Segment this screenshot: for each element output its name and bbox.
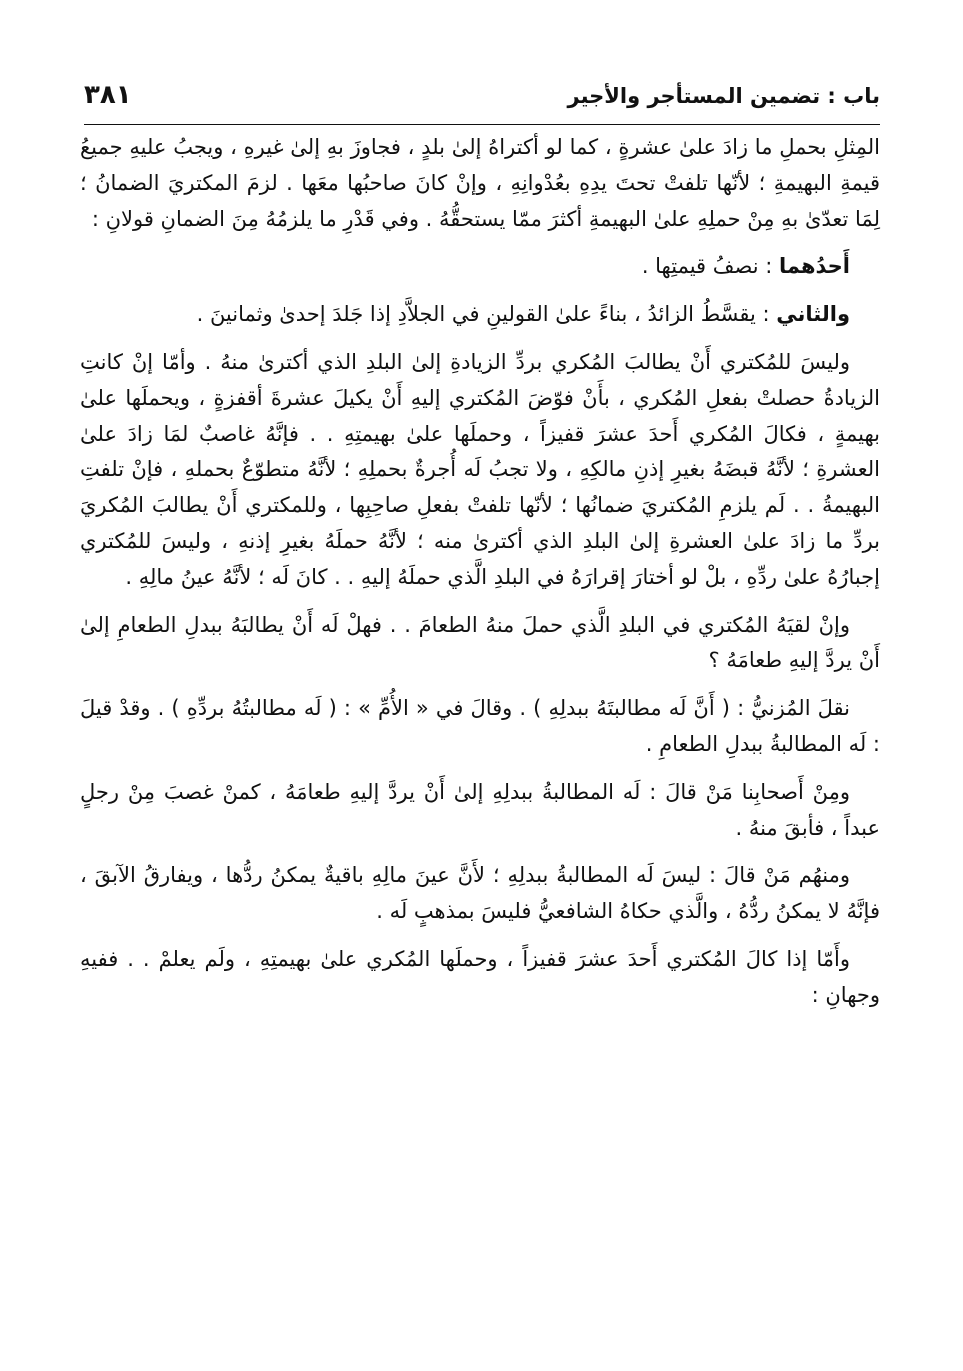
paragraph-text: : نصفُ قيمتِها .: [641, 254, 779, 279]
paragraph: [80, 608, 880, 680]
paragraph-lead: أَحدُهما: [779, 254, 850, 279]
paragraph-text: : يقسَّطُ الزائدُ ، بناءً علىٰ القولينِ في الجلاَّدِ إذا جَلدَ إحدىٰ وثمانينَ .: [196, 302, 777, 327]
running-title: باب : تضمين المستأجر والأجير: [567, 84, 880, 108]
paragraph-text: ومِنْ أَصحابِنا مَنْ قالَ : لَه المطالبةُ ببدلِهِ إلىٰ أَنْ يردَّ إليهِ طعامَهُ ، كمنْ غصبَ مِنْ رجلٍ عبداً ، فأبقَ منهُ .: [80, 779, 880, 840]
paragraph: [80, 249, 880, 285]
paragraph: [80, 858, 880, 930]
paragraph-text: وليسَ للمُكتري أَنْ يطالبَ المُكري بردِّ الزيادةِ إلىٰ البلدِ الذي أكترىٰ منهُ . وأمّا إنْ كانتِ الزيادةُ حصلتْ بفعلِ المُكري ، بأَنْ فوّضَ المُكتري إليهِ أَنْ يكيلَ عشرةَ أقفزةٍ ، ويحملَها علىٰ بهيمةٍ ، فكالَ المُكري أَحدَ عشرَ قفيزاً ، وحملَها علىٰ بهيمتِهِ . . فإنَّهُ غاصبٌ لمَا زادَ علىٰ العشرةِ ؛ لأنَّهُ قبضَهُ بغيرِ إذنِ مالكِهِ ، ولا تجبُ لَه أُجرةٌ بحملِهِ ؛ لأنَّهُ متطوّعٌ بحملهِ ، فإنْ تلفتِ البهيمةُ . . لَم يلزمِ المُكتريَ ضمانُها ؛ لأنّها تلفتْ بفعلِ صاحِبِها ، وللمكتري أَنْ يطالبَ المُكريَ بردِّ ما زادَ علىٰ العشرةِ إلىٰ البلدِ الذي أكترىٰ منه ؛ لأنَّهُ حملَهُ بغيرِ إذنهِ ، وليسَ للمُكتري إجبارُهُ علىٰ ردِّهِ ، بلْ لو أختارَ إقرارَهُ في البلدِ الَّذي حملَهُ إليهِ . . كانَ لَه ؛ لأنَّهُ عينُ مالِهِ .: [80, 349, 880, 589]
paragraph-lead: والثاني: [776, 302, 850, 327]
paragraph: [80, 691, 880, 763]
paragraph: [80, 297, 880, 333]
page-number: ٣٨١: [84, 80, 132, 110]
paragraph-text: ومنهُم مَنْ قالَ : ليسَ لَه المطالبةُ ببدلِهِ ؛ لأَنَّ عينَ مالِهِ باقيةٌ يمكنُ ردُّها ، ويفارقُ الآبقَ ، فإنَّهُ لا يمكنُ ردُّهُ ، والَّذي حكاهُ الشافعيُّ فليسَ بمذهبٍ لَه .: [80, 863, 880, 924]
paragraph-text: المِثلِ بحملِ ما زادَ علىٰ عشرةٍ ، كما لو أكتراهُ إلىٰ بلدٍ ، فجاوزَ بهِ إلىٰ غيرهِ ، ويجبُ عليهِ جميعُ قيمةِ البهيمةِ ؛ لأنّها تلفتْ تحتَ يدِهِ بعُدْوانِهِ ، وإنْ كانَ صاحبُها معَها . لزمَ المكتريَ الضمانُ ؛ لِمَا تعدّىٰ بهِ مِنْ حملِهِ علىٰ البهيمةِ أكثرَ ممّا يستحقُّهُ . وفي قَدْرِ ما يلزمُهُ مِنَ الضمانِ قولانِ :: [80, 135, 880, 231]
page-header: [84, 80, 880, 120]
paragraph: [80, 130, 880, 237]
paragraph: [80, 942, 880, 1014]
header-divider: [84, 124, 880, 125]
paragraph-text: وإنْ لقيَهُ المُكتري في البلدِ الَّذي حملَ منهُ الطعامَ . . فهلْ لَه أَنْ يطالبَهُ ببدلِ الطعامِ إلىٰ أَنْ يردَّ إليهِ طعامَهُ ؟: [80, 612, 880, 673]
page-body: [80, 130, 880, 1026]
paragraph-text: وأَمّا إذا كالَ المُكتري أَحدَ عشرَ قفيزاً ، وحملَها المُكري علىٰ بهيمتِهِ ، ولَم يعلمْ . . ففيهِ وجهانِ :: [80, 946, 880, 1007]
paragraph: [80, 775, 880, 847]
paragraph-text: نقلَ المُزنيُّ : ( أَنَّ لَه مطالبتَهُ ببدلِهِ ) . وقالَ في « الأُمِّ » : ( لَه مطالبتُهُ بردِّهِ ) . وقدْ قيلَ : لَه المطالبةُ ببدلِ الطعامِ .: [80, 696, 880, 756]
paragraph: [80, 345, 880, 596]
